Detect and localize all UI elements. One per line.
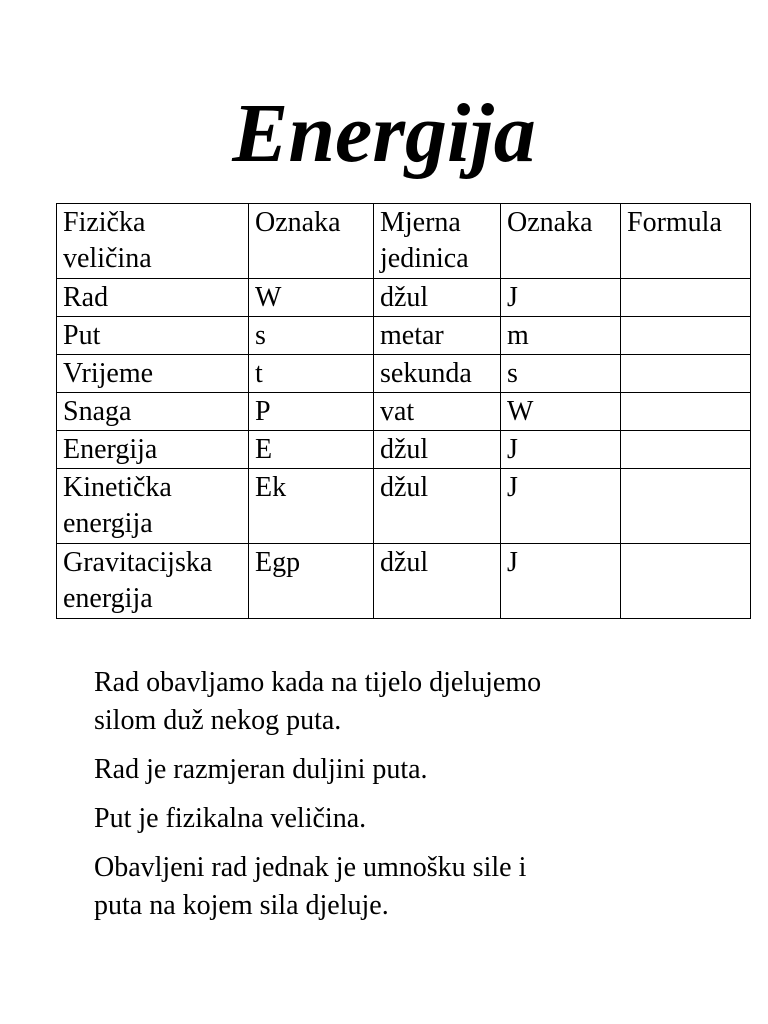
cell-symbol: t [249, 355, 374, 393]
table-header-row [57, 204, 751, 279]
cell-symbol: E [249, 431, 374, 469]
header-symbol: Oznaka [249, 204, 374, 279]
table-row [57, 317, 751, 355]
table-row [57, 544, 751, 619]
header-formula: Formula [621, 204, 751, 279]
cell-symbol: P [249, 393, 374, 431]
explanation-text [94, 664, 714, 936]
cell-quantity-line-2: energija [63, 508, 153, 539]
cell-quantity [57, 469, 249, 544]
cell-symbol: Ek [249, 469, 374, 544]
cell-quantity-line-2: energija [63, 583, 153, 614]
cell-quantity-line-1: Kinetička [63, 472, 172, 503]
table-row [57, 431, 751, 469]
paragraph-work-definition [94, 664, 714, 740]
paragraph-line: Put je fizikalna veličina. [94, 803, 367, 834]
table-row [57, 355, 751, 393]
paragraph-line: silom duž nekog puta. [94, 705, 342, 736]
table-row [57, 469, 751, 544]
cell-quantity: Vrijeme [57, 355, 249, 393]
cell-formula [621, 355, 751, 393]
paragraph-work-formula [94, 849, 714, 925]
cell-formula [621, 279, 751, 317]
header-unit-line-1: Mjerna [380, 207, 461, 238]
cell-symbol: Egp [249, 544, 374, 619]
paragraph-work-proportional [94, 751, 714, 789]
cell-unit-symbol: J [501, 279, 621, 317]
paragraph-line: Obavljeni rad jednak je umnošku sile i [94, 852, 527, 883]
cell-symbol: W [249, 279, 374, 317]
cell-unit-symbol: s [501, 355, 621, 393]
cell-formula [621, 469, 751, 544]
cell-unit: džul [374, 544, 501, 619]
cell-unit: sekunda [374, 355, 501, 393]
cell-quantity [57, 544, 249, 619]
cell-unit-symbol: m [501, 317, 621, 355]
cell-formula [621, 544, 751, 619]
cell-unit-symbol: J [501, 469, 621, 544]
cell-formula [621, 393, 751, 431]
cell-quantity: Put [57, 317, 249, 355]
cell-unit: džul [374, 279, 501, 317]
paragraph-line: Rad je razmjeran duljini puta. [94, 754, 428, 785]
paragraph-line: puta na kojem sila djeluje. [94, 890, 389, 921]
header-quantity-line-1: Fizička [63, 207, 146, 238]
header-unit-line-2: jedinica [380, 243, 469, 274]
cell-unit: vat [374, 393, 501, 431]
cell-unit-symbol: W [501, 393, 621, 431]
cell-formula [621, 317, 751, 355]
header-quantity [57, 204, 249, 279]
paragraph-line: Rad obavljamo kada na tijelo djelujemo [94, 667, 542, 698]
cell-unit: metar [374, 317, 501, 355]
header-quantity-line-2: veličina [63, 243, 152, 274]
paragraph-path-quantity [94, 800, 714, 838]
cell-quantity: Snaga [57, 393, 249, 431]
cell-unit: džul [374, 469, 501, 544]
page-title: Energija [232, 87, 536, 180]
cell-unit-symbol: J [501, 431, 621, 469]
cell-formula [621, 431, 751, 469]
cell-quantity-line-1: Gravitacijska [63, 547, 213, 578]
cell-unit: džul [374, 431, 501, 469]
cell-quantity: Energija [57, 431, 249, 469]
cell-quantity: Rad [57, 279, 249, 317]
cell-symbol: s [249, 317, 374, 355]
cell-unit-symbol: J [501, 544, 621, 619]
header-unit-symbol: Oznaka [501, 204, 621, 279]
header-unit [374, 204, 501, 279]
table-row [57, 393, 751, 431]
quantities-table [56, 203, 751, 619]
table-row [57, 279, 751, 317]
